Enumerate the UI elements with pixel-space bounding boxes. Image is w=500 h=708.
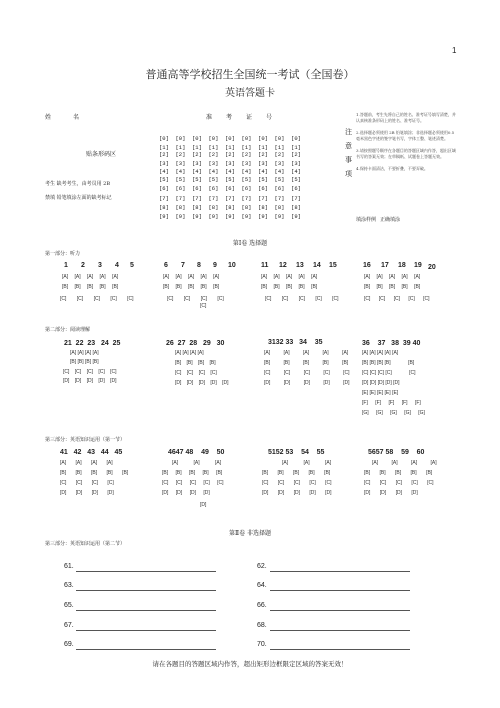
- option-row[interactable]: [C] [C] [C] [C] [C]: [362, 370, 416, 376]
- answer-line[interactable]: [270, 610, 410, 611]
- question-number: 3: [98, 262, 102, 269]
- option-row[interactable]: [C] [C] [C] [C]: [175, 370, 217, 376]
- question-numbers: 26 27 28 29 30: [166, 340, 225, 347]
- option-row[interactable]: [D] [D] [D] [D]: [60, 490, 114, 496]
- option-row[interactable]: [B] [B] [B] [B] [B]: [262, 470, 331, 476]
- digit-row[interactable]: [6] [6] [6] [6] [6] [6] [6] [6] [6]: [159, 185, 301, 192]
- option-cell[interactable]: [C]: [200, 303, 207, 309]
- answer-number: 61.: [64, 563, 74, 570]
- option-row[interactable]: [B] [B] [B] [B] [B]: [62, 284, 119, 290]
- option-row[interactable]: [A] [A] [A]: [172, 460, 222, 466]
- notice-item: 4.保持卡面清洁，不要折叠，不要弄破。: [356, 166, 428, 171]
- section-2-title: 第Ⅱ卷 非选择题: [229, 530, 271, 537]
- question-number: 7: [181, 262, 185, 269]
- section-1-title: 第Ⅰ卷 选择题: [232, 240, 268, 247]
- answer-line[interactable]: [76, 649, 216, 650]
- option-row[interactable]: [B] [B] [B] [B] [B]: [162, 470, 223, 476]
- part-2-questions[interactable]: [0, 340, 500, 420]
- question-number: 19: [414, 262, 422, 269]
- question-number: 8: [197, 262, 201, 269]
- option-row[interactable]: [D] [D] [D] [D]: [364, 490, 418, 496]
- question-numbers: 36 37 38 39 40: [362, 340, 421, 347]
- part-1-questions[interactable]: [0, 262, 500, 312]
- answer-line[interactable]: [76, 590, 216, 591]
- answer-number: 64.: [257, 582, 267, 589]
- option-row[interactable]: [D] [D] [D] [D] [D]: [362, 380, 400, 386]
- option-row[interactable]: [A] [A] [A] [A]: [70, 350, 99, 356]
- sample-label: 填涂样例: [356, 217, 377, 223]
- question-numbers: 3132 33 34 35: [268, 339, 323, 346]
- option-row[interactable]: [D] [D] [D] [D] [D]: [264, 380, 350, 386]
- question-numbers: 21 22 23 24 25: [64, 340, 121, 347]
- fill-in-area[interactable]: [0, 560, 500, 655]
- option-row[interactable]: [B] [B] [B] [B] [B]: [264, 360, 349, 366]
- answer-line[interactable]: [76, 630, 216, 631]
- barcode-area-label: 贴条形码区: [86, 151, 117, 158]
- answer-number: 68.: [257, 622, 267, 629]
- part-3-questions[interactable]: [0, 449, 500, 514]
- option-row[interactable]: [B] [B] [B] [B] [B]: [163, 284, 220, 290]
- digit-row[interactable]: [5] [5] [5] [5] [5] [5] [5] [5] [5]: [159, 176, 301, 183]
- question-number: 6: [164, 262, 168, 269]
- option-row[interactable]: [B] [B] [B] [B]: [175, 360, 216, 366]
- digit-row[interactable]: [1] [1] [1] [1] [1] [1] [1] [1] [1]: [159, 144, 301, 151]
- digit-row[interactable]: [3] [3] [3] [3] [3] [3] [3] [3] [3]: [159, 160, 301, 167]
- question-number: 12: [279, 262, 287, 269]
- notice-item: 1.答题前，考生先将自己的姓名、准考证号填写清楚，并认真核准条形码上的姓名、准考证号。: [356, 112, 456, 123]
- option-row[interactable]: [B] [B] [B] [B] [B]: [364, 284, 421, 290]
- answer-line[interactable]: [76, 571, 216, 572]
- page-title: 普通高等学校招生全国统一考试（全国卷）: [145, 68, 355, 81]
- answer-line[interactable]: [270, 571, 410, 572]
- option-row[interactable]: [D] [D] [D] [D]: [162, 490, 210, 496]
- option-row[interactable]: [D] [D] [D] [D] [D]: [175, 380, 229, 386]
- page-number: 1: [452, 46, 457, 55]
- question-number: 11: [261, 262, 269, 269]
- answer-line[interactable]: [76, 610, 216, 611]
- option-row[interactable]: [D] [D] [D] [D] [D]: [262, 490, 332, 496]
- question-number: 16: [363, 262, 371, 269]
- part-3b-label: 第三部分：英语知识运用（第二节）: [45, 541, 126, 547]
- option-row[interactable]: [C] [C] [C] [C] [C]: [162, 480, 224, 486]
- option-row[interactable]: [C] [C] [C] [C] [C]: [63, 369, 117, 375]
- option-row[interactable]: [B] [B] [B] [B] [B]: [362, 360, 415, 366]
- admission-number-label: 准 考 证 号: [206, 114, 277, 121]
- answer-number: 63.: [64, 582, 74, 589]
- option-row[interactable]: [C] [C] [C] [C] [C]: [364, 480, 434, 486]
- answer-line[interactable]: [270, 630, 410, 631]
- option-row[interactable]: [B] [B] [B] [B] [B]: [261, 284, 318, 290]
- answer-number: 66.: [257, 602, 267, 609]
- page-subtitle: 英语答题卡: [225, 88, 275, 99]
- digit-row[interactable]: [0] [0] [0] [0] [0] [0] [0] [0] [0]: [159, 135, 301, 142]
- option-row[interactable]: [C] [C] [C] [C] [C]: [265, 296, 339, 302]
- question-number: 2: [81, 262, 85, 269]
- notice-item: 2.选择题必须使用 2B 铅笔填涂；非选择题必须使用0.5毫米黑色字迹的签字笔书写，字体工整、笔迹清楚。: [356, 130, 455, 141]
- part-2-label: 第二部分：阅读理解: [45, 327, 91, 333]
- option-row[interactable]: [C] [C] [C] [C]: [167, 296, 224, 302]
- candidate-note: 考生 缺考考生，由考员用 2B: [45, 181, 111, 187]
- option-row[interactable]: [A] [A] [A] [A] [A]: [362, 350, 399, 356]
- option-row[interactable]: [C] [C] [C] [C] [C]: [364, 296, 430, 302]
- answer-line[interactable]: [270, 649, 410, 650]
- option-row[interactable]: [B] [B] [B] [B] [B]: [364, 470, 433, 476]
- part-3-label: 第三部分：英语知识运用（第一节）: [45, 437, 126, 443]
- digit-row[interactable]: [8] [8] [8] [8] [8] [8] [8] [8] [8]: [159, 204, 301, 211]
- option-row[interactable]: [C] [C] [C] [C] [C]: [60, 296, 134, 302]
- option-row[interactable]: [C] [C] [C] [C] [C]: [264, 370, 350, 376]
- option-row[interactable]: [B] [B] [B] [B]: [70, 359, 99, 365]
- question-number: 13: [296, 262, 304, 269]
- question-number: 10: [228, 262, 236, 269]
- option-row[interactable]: [B] [B] [B] [B] [B]: [60, 470, 129, 476]
- option-row[interactable]: [A] [A] [A]: [282, 460, 332, 466]
- answer-number: 69.: [64, 641, 74, 648]
- option-row[interactable]: [D] [D] [D] [D] [D]: [63, 378, 117, 384]
- question-number: 4: [115, 262, 119, 269]
- question-numbers: 41 42 43 44 45: [60, 449, 123, 456]
- question-number: 20: [428, 264, 436, 271]
- option-row[interactable]: [A] [A] [A] [A]: [60, 460, 113, 466]
- question-number: 14: [313, 262, 321, 269]
- question-number: 15: [329, 262, 337, 269]
- sample-text: 正确填涂: [380, 217, 401, 223]
- question-number: 1: [64, 262, 68, 269]
- option-cell[interactable]: [D]: [200, 502, 207, 508]
- option-row[interactable]: [C] [C] [C] [C]: [60, 480, 114, 486]
- answer-number: 67.: [64, 622, 74, 629]
- option-row[interactable]: [A] [A] [A] [A] [A]: [261, 274, 318, 280]
- notice-list: [356, 112, 456, 172]
- option-row[interactable]: [C] [C] [C] [C] [C]: [262, 480, 332, 486]
- option-row[interactable]: [F] [F] [F] [F] [F]: [362, 400, 421, 406]
- question-number: 5: [130, 262, 134, 269]
- question-number: 9: [213, 262, 217, 269]
- notice-heading: 注意事项: [345, 128, 352, 178]
- option-row[interactable]: [A] [A] [A] [A] [A]: [62, 274, 119, 280]
- question-numbers: 4647 48 49 50: [168, 449, 225, 456]
- option-row[interactable]: [A] [A] [A] [A] [A]: [364, 274, 421, 280]
- question-number: 17: [381, 262, 389, 269]
- answer-line[interactable]: [270, 590, 410, 591]
- digit-row[interactable]: [9] [9] [9] [9] [9] [9] [9] [9] [9]: [159, 213, 301, 220]
- option-row[interactable]: [E] [E] [E] [E] [E]: [362, 390, 399, 396]
- question-numbers: 5657 58 59 60: [368, 449, 425, 456]
- part-1-label: 第一部分：听力: [45, 251, 81, 257]
- answer-number: 65.: [64, 602, 74, 609]
- question-numbers: 5152 53 54 55: [268, 449, 325, 456]
- candidate-note-2: 禁填 铅笔填涂左面的缺考标记: [45, 195, 112, 201]
- option-row[interactable]: [A] [A] [A] [A]: [175, 350, 204, 356]
- digit-row[interactable]: [7] [7] [7] [7] [7] [7] [7] [7] [7]: [159, 195, 301, 202]
- option-row[interactable]: [G] [G] [G] [G] [G]: [362, 410, 425, 416]
- notice-item: 3.请按照题号顺序在各题目的答题区域内作答，超出区域书写的答案无效；在草稿纸、试题卷上答题无效。: [356, 148, 456, 159]
- option-row[interactable]: [A] [A] [A] [A] [A]: [163, 274, 220, 280]
- name-label: 姓 名: [45, 114, 88, 121]
- footer-notice: 请在各题目的答题区域内作答，超出矩形边框限定区域的答案无效！: [152, 660, 348, 668]
- answer-number: 70.: [257, 641, 267, 648]
- question-number: 18: [398, 262, 406, 269]
- option-row[interactable]: [A] [A] [A] [A] [A]: [264, 350, 349, 356]
- digit-row[interactable]: [4] [4] [4] [4] [4] [4] [4] [4] [4]: [159, 168, 301, 175]
- digit-row[interactable]: [2] [2] [2] [2] [2] [2] [2] [2] [2]: [159, 151, 301, 158]
- option-row[interactable]: [A] [A] [A] [A]: [372, 460, 437, 466]
- answer-number: 62.: [257, 563, 267, 570]
